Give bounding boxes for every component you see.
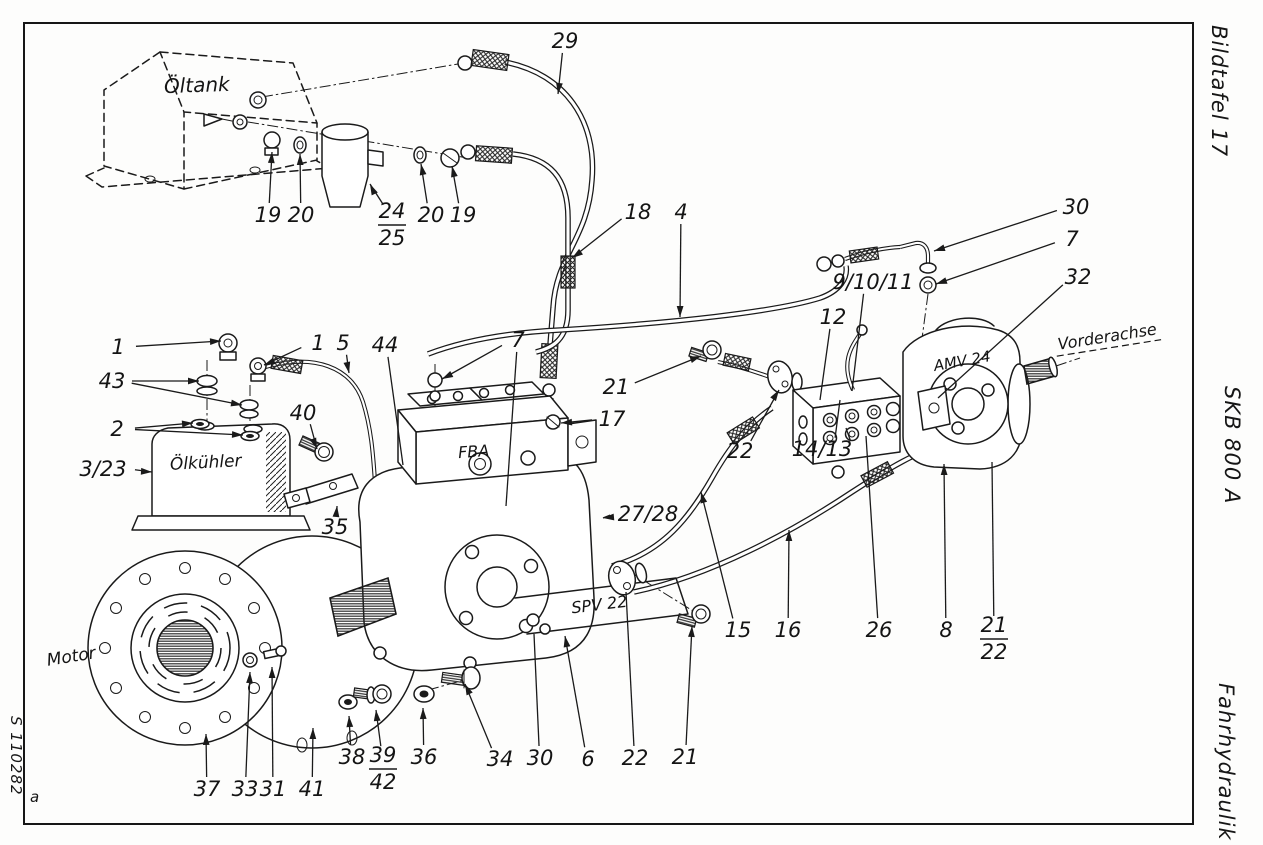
- banjo-bolt-1b: [250, 358, 266, 374]
- bracket-35: [284, 474, 358, 508]
- svg-text:44: 44: [371, 333, 399, 357]
- washer-43b: [240, 400, 258, 410]
- callout-18: [572, 200, 651, 258]
- svg-text:31: 31: [259, 777, 287, 801]
- callout-5: [336, 331, 350, 373]
- svg-text:30: 30: [1062, 195, 1090, 219]
- fitting-30b: [527, 614, 539, 626]
- callout-21: [672, 626, 699, 769]
- svg-text:36: 36: [410, 745, 438, 769]
- svg-text:7: 7: [1065, 227, 1079, 251]
- callout-21-22: [980, 462, 1008, 664]
- svg-text:33: 33: [231, 777, 259, 801]
- machine-model: SKB 800 A: [1220, 386, 1244, 505]
- plate-number: Bildtafel 17: [1207, 25, 1231, 158]
- hose-15: [612, 408, 772, 566]
- svg-text:21: 21: [602, 375, 630, 399]
- fba-valve-block: [398, 373, 596, 484]
- svg-text:30: 30: [526, 746, 554, 770]
- svg-text:35: 35: [321, 515, 349, 539]
- svg-text:SPV 22: SPV 22: [570, 591, 629, 618]
- svg-text:20: 20: [417, 203, 445, 227]
- svg-text:19: 19: [254, 203, 282, 227]
- callout-4: [674, 200, 687, 317]
- svg-text:42: 42: [369, 770, 397, 794]
- document-number: S 110282: [7, 716, 25, 796]
- bolt-21-lower: [677, 605, 710, 627]
- pump-spv22: [330, 454, 688, 671]
- svg-text:29: 29: [551, 29, 579, 53]
- svg-text:4: 4: [674, 200, 688, 224]
- hose-4: [428, 266, 846, 354]
- coupling-22-upper: [718, 353, 802, 395]
- filter-24-25: [322, 124, 383, 207]
- svg-text:Vorderachse: Vorderachse: [1056, 319, 1158, 354]
- svg-text:1: 1: [311, 331, 325, 355]
- svg-text:20: 20: [287, 203, 315, 227]
- svg-text:22: 22: [726, 439, 754, 463]
- oil-cooler: [132, 422, 310, 530]
- bolt-33: [243, 653, 257, 667]
- svg-text:22: 22: [980, 640, 1008, 664]
- fba-label: [457, 441, 489, 462]
- svg-text:9/10/11: 9/10/11: [832, 270, 914, 294]
- svg-text:1: 1: [111, 335, 125, 359]
- svg-text:16: 16: [774, 618, 802, 642]
- svg-text:14/13: 14/13: [791, 437, 853, 461]
- spline-hub: [157, 620, 213, 676]
- svg-text:3/23: 3/23: [79, 457, 127, 481]
- svg-text:FBA: FBA: [457, 440, 490, 463]
- svg-text:6: 6: [581, 747, 595, 771]
- svg-text:21: 21: [980, 613, 1008, 637]
- front-axle-label: [1054, 319, 1162, 356]
- callout-7: [936, 227, 1079, 284]
- callout-24-25: [370, 184, 406, 250]
- svg-text:5: 5: [336, 331, 350, 355]
- banjo-bolt-19: [264, 132, 280, 148]
- hose-16: [634, 446, 938, 592]
- svg-text:17: 17: [598, 407, 626, 431]
- svg-text:Öltank: Öltank: [163, 71, 230, 99]
- banjo-bolt-1a: [219, 334, 237, 352]
- callout-1: [111, 335, 221, 359]
- seal-ring-20b: [414, 147, 426, 163]
- seal-ring-20: [294, 137, 306, 153]
- amv-axle-motor: [903, 318, 1059, 469]
- svg-text:21: 21: [671, 745, 699, 769]
- svg-text:2: 2: [110, 417, 124, 441]
- svg-text:Ölkühler: Ölkühler: [169, 451, 243, 475]
- callout-3/23: [79, 457, 152, 481]
- svg-text:12: 12: [819, 305, 847, 329]
- svg-text:34: 34: [486, 747, 514, 771]
- svg-text:24: 24: [378, 199, 406, 223]
- svg-text:19: 19: [449, 203, 477, 227]
- sheet-title: Fahrhydraulik: [1214, 683, 1238, 841]
- svg-text:40: 40: [289, 401, 317, 425]
- callout-19: [255, 152, 282, 227]
- callout-8: [939, 464, 952, 642]
- svg-text:37: 37: [193, 777, 221, 801]
- callout-20: [418, 164, 445, 227]
- callout-16: [775, 530, 802, 642]
- svg-text:43: 43: [98, 369, 126, 393]
- tank-fittings: [204, 50, 512, 207]
- callout-27/28: [603, 502, 678, 526]
- svg-text:32: 32: [1064, 265, 1092, 289]
- svg-text:8: 8: [939, 618, 953, 642]
- svg-text:25: 25: [378, 226, 406, 250]
- bracket-32: [918, 386, 950, 430]
- svg-text:Motor: Motor: [45, 643, 98, 671]
- bolt-34: [441, 667, 480, 689]
- svg-text:41: 41: [298, 777, 326, 801]
- callout-43: [99, 369, 242, 406]
- callout-36: [411, 708, 438, 769]
- svg-text:22: 22: [621, 746, 649, 770]
- svg-text:7: 7: [511, 328, 525, 352]
- hose-29: [505, 62, 593, 409]
- svg-text:38: 38: [338, 745, 366, 769]
- svg-text:26: 26: [865, 618, 893, 642]
- callout-34: [465, 684, 513, 771]
- callout-21: [603, 356, 701, 399]
- callout-19: [450, 166, 477, 227]
- svg-text:AMV 24: AMV 24: [932, 347, 992, 375]
- svg-text:15: 15: [724, 618, 752, 642]
- oil-tank-label: [164, 72, 232, 98]
- svg-text:18: 18: [624, 200, 652, 224]
- svg-text:27/28: 27/28: [617, 502, 679, 526]
- fitting-7a: [428, 373, 442, 387]
- callout-6: [564, 636, 595, 771]
- callout-35: [322, 506, 349, 539]
- svg-text:39: 39: [369, 743, 397, 767]
- hose-18: [513, 154, 575, 352]
- callout-9/10/11: [833, 270, 914, 391]
- washer-43a: [197, 376, 217, 387]
- revision-letter: a: [30, 788, 40, 806]
